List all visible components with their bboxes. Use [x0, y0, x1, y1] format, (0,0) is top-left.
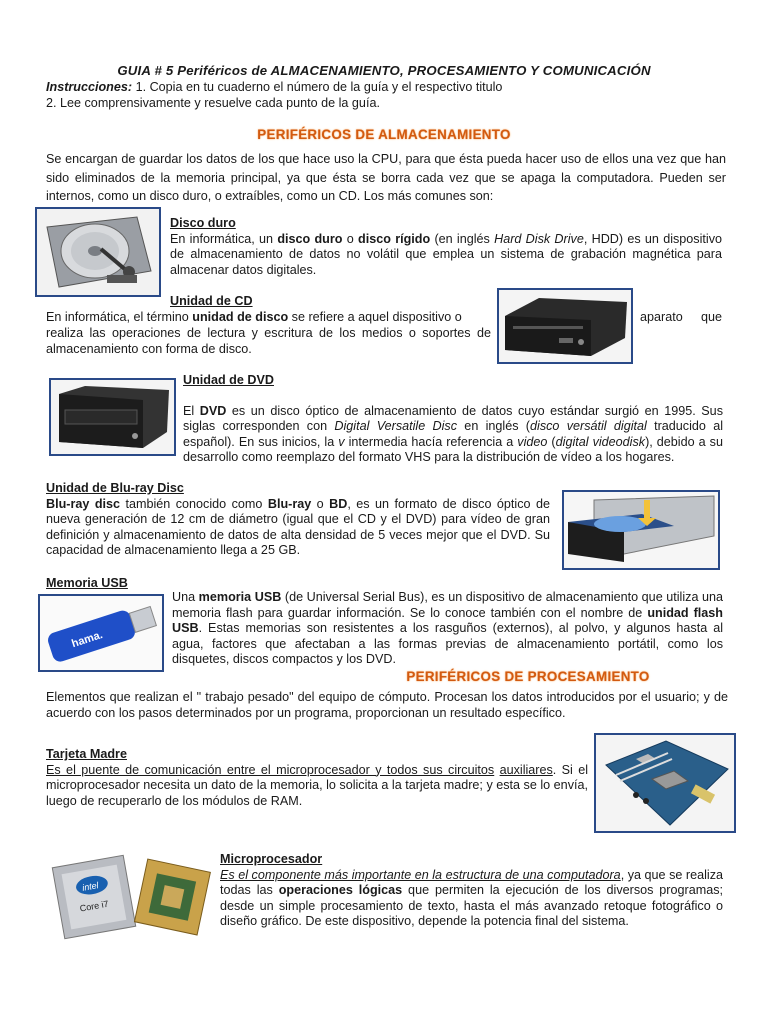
cpu-image	[48, 843, 212, 943]
dvd-italic: video	[517, 434, 548, 449]
motherboard-heading: Tarjeta Madre	[46, 747, 127, 761]
cd-text: se refiere a aquel dispositivo o	[288, 310, 462, 324]
cd-text-line1	[46, 310, 491, 326]
cpu-text: , ya que se realiza todas las	[220, 867, 723, 897]
motherboard-image	[594, 733, 736, 833]
cpu-text: que permiten la ejecución de los diversos programas; desde un simple procesamiento de texto, hasta el más avanzado retoque fotográfico o diseño gráfico. De este dispositivo, depende la potencia final del sistema.	[220, 883, 723, 928]
processing-intro: Elementos que realizan el " trabajo pesado" del equipo de cómputo. Procesan los datos introducidos por el usuario; y de acuerdo con los pasos determinados por un programa, proporcionan un resultado específico.	[46, 690, 728, 720]
dvd-text: en inglés (	[457, 419, 531, 433]
hdd-text: (en inglés	[430, 231, 495, 246]
bluray-drive-image	[562, 490, 720, 570]
cpu-section	[220, 852, 723, 930]
cpu-brand: intel	[81, 880, 100, 893]
usb-memory-image	[38, 594, 164, 672]
usb-text	[172, 590, 723, 668]
instructions	[46, 80, 726, 111]
cd-text-right: aparato que	[640, 310, 722, 324]
processing-heading: PERIFÉRICOS DE PROCESAMIENTO	[406, 669, 650, 684]
cpu-underlined: Es el componente más importante en la estructura de una computadora	[220, 867, 621, 882]
hard-disk-image	[35, 207, 161, 297]
instruction-2: 2. Lee comprensivamente y resuelve cada punto de la guía.	[46, 95, 380, 110]
hdd-term: disco rígido	[358, 231, 431, 246]
bluray-text: o	[311, 496, 330, 511]
instruction-1: 1. Copia en tu cuaderno el número de la guía y el respectivo titulo	[132, 80, 503, 94]
motherboard-underlined: auxiliares	[499, 762, 553, 777]
cpu-term: operaciones lógicas	[278, 883, 403, 897]
bluray-term: BD	[329, 496, 348, 511]
dvd-italic: digital videodisk	[555, 434, 646, 449]
usb-term: unidad flash USB	[172, 605, 724, 635]
usb-text: (de Universal Serial Bus), es un dispositivo de almacenamiento que utiliza una memoria flash para guardar información. Se lo conoce también con el nombre de	[172, 590, 724, 620]
dvd-section	[183, 373, 723, 466]
dvd-italic: disco versátil digital	[530, 419, 647, 433]
hdd-english-term: Hard Disk Drive	[494, 231, 584, 246]
hdd-term: disco duro	[277, 231, 343, 246]
bluray-term: Blu-ray	[267, 496, 312, 511]
dvd-italic: v	[338, 434, 345, 449]
storage-intro: Se encargan de guardar los datos de los que hace uso la CPU, para que ésta pueda hacer uso de ellos una vez que han sido eliminados de la memoria principal, ya que ésta se borra cada vez que se apaga la computadora. Pueden ser internos, como un disco duro, o extraíbles, como un CD. Los más comunes son:	[46, 152, 726, 203]
dvd-italic: Digital Versatile Disc	[334, 419, 458, 433]
cpu-model: Core i7	[78, 898, 110, 914]
dvd-term: DVD	[199, 403, 227, 418]
hdd-section	[170, 216, 722, 278]
dvd-text: intermedia hacía referencia a	[344, 434, 518, 449]
dvd-drive-image	[49, 378, 176, 456]
motherboard-text: . Si el microprocesador necesita un dato de la memoria, lo solicita a la tarjeta madre; y esta se lo envía, luego de recuperarlo de los módulos de RAM.	[46, 762, 589, 808]
dvd-text: traducido al español). En sus inicios, la	[183, 419, 724, 449]
page-title: GUIA # 5 Periféricos de ALMACENAMIENTO, PROCESAMIENTO Y COMUNICACIÓN	[117, 63, 651, 78]
cd-term: unidad de disco	[192, 310, 289, 324]
usb-text: . Estas memorias son resistentes a los rasguños (externos), al polvo, y algunos hasta al agua, factores que afectaban a las formas previas de almacenamiento portátil, como los disquetes, discos compactos y los DVD.	[172, 621, 723, 666]
bluray-section	[46, 481, 550, 559]
usb-text: Una	[172, 590, 199, 604]
cd-heading: Unidad de CD	[170, 294, 253, 308]
hdd-text: En informática, un	[170, 231, 278, 246]
usb-brand: hama.	[70, 628, 105, 651]
instructions-label: Instrucciones:	[46, 80, 133, 94]
cd-text-rest: realiza las operaciones de lectura y escritura de los medios o soportes de almacenamiento con forma de disco.	[46, 326, 491, 356]
usb-term: memoria USB	[198, 590, 282, 604]
usb-heading: Memoria USB	[46, 576, 128, 590]
storage-heading: PERIFÉRICOS DE ALMACENAMIENTO	[257, 127, 511, 142]
motherboard-underlined: Es el puente de comunicación entre el microprocesador y todos sus circuitos	[46, 762, 495, 777]
bluray-heading: Unidad de Blu-ray Disc	[46, 481, 184, 495]
hdd-heading: Disco duro	[170, 216, 236, 230]
dvd-text: El	[183, 403, 200, 418]
dvd-text: ), debido a su desarrollo como reemplazo del formato VHS para la distribución de vídeo a los hogares.	[183, 434, 723, 464]
motherboard-section	[46, 747, 588, 809]
bluray-term: Blu-ray disc	[46, 496, 121, 511]
dvd-text: (	[547, 434, 556, 449]
bluray-text: también conocido como	[120, 496, 268, 511]
dvd-text: es un disco óptico de almacenamiento de datos cuyo estándar surgió en 1995. Sus siglas corresponden con	[183, 403, 723, 433]
hdd-text: , HDD) es un dispositivo de almacenamiento de datos no volátil que emplea un sistema de grabación magnética para almacenar datos digitales.	[170, 231, 722, 277]
hdd-text: o	[342, 231, 359, 246]
bluray-text: , es un formato de disco óptico de nueva generación de 12 cm de diámetro (igual que el CD y el DVD) para vídeo de gran definición y almacenamiento de datos de alta densidad de 5 veces mejor que el DVD. Su capacidad de almacenamiento llega a 25 GB.	[46, 496, 550, 557]
dvd-heading: Unidad de DVD	[183, 373, 274, 387]
cd-drive-image	[497, 288, 633, 364]
cd-text: En informática, el término	[46, 310, 193, 324]
cpu-heading: Microprocesador	[220, 852, 323, 866]
